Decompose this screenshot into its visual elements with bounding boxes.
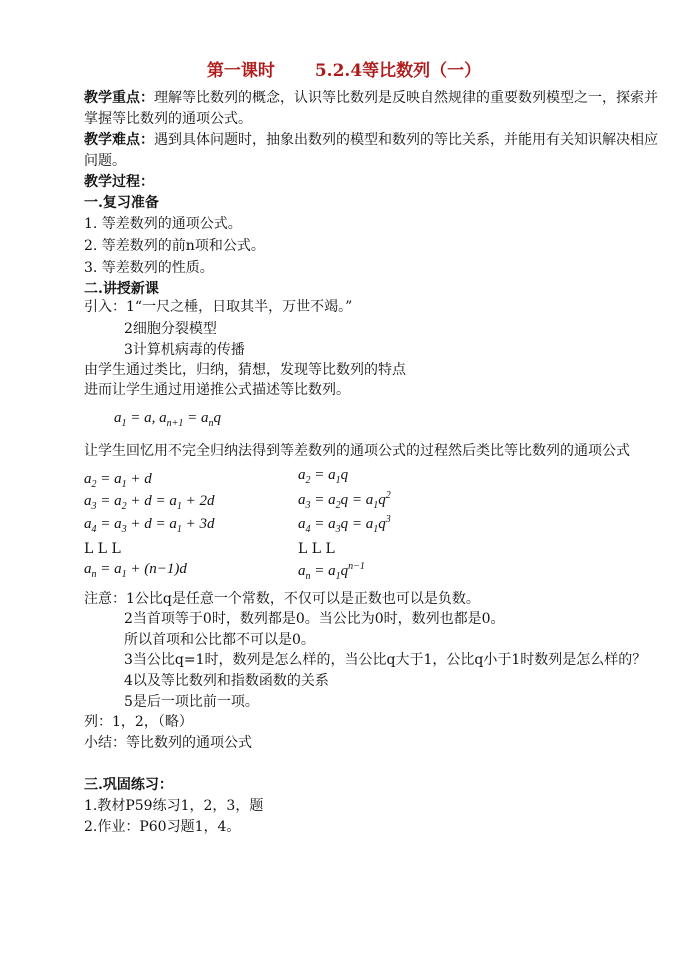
- section1-item: 3. 等差数列的性质。: [84, 260, 214, 276]
- key-points-label: 教学重点：: [84, 90, 154, 106]
- section3-heading: 三.巩固练习：: [84, 777, 173, 793]
- note-2: 2当首项等于0时，数列都是0。当公比为0时，数列也都是0。: [124, 611, 505, 627]
- arith-formula-1: $a_2 = a_1 + d$: [84, 471, 152, 490]
- section1-item: 2. 等差数列的前n项和公式。: [84, 238, 265, 254]
- section1-heading: 一.复习准备: [84, 195, 159, 211]
- recursion-line: 进而让学生通过用递推公式描述等比数列。: [84, 382, 350, 398]
- geo-general-formula: $a_n = a_1q^{n-1}$: [298, 561, 365, 582]
- summary-line: 小结：等比数列的通项公式: [84, 735, 252, 751]
- practice-item: 2.作业：P60习题1，4。: [84, 819, 241, 835]
- arith-ellipsis: L L L: [84, 541, 121, 557]
- title-lesson: 第一课时: [206, 61, 275, 81]
- key-points-text: 理解等比数列的概念，认识等比数列是反映自然规律的重要数列模型之一，探索并: [154, 90, 658, 106]
- note-5: 5是后一项比前一项。: [124, 694, 259, 710]
- title-topic: 5.2.4等比数列（一）: [314, 61, 482, 81]
- arith-formula-3: $a_4 = a_3 + d = a_1 + 3d$: [84, 516, 215, 535]
- difficulties-text: 遇到具体问题时，抽象出数列的模型和数列的等比关系，并能用有关知识解决相应: [154, 132, 658, 148]
- intro-line-2: 2细胞分裂模型: [124, 321, 217, 337]
- recursive-formula: $a_1 = a$, $a_{n+1} = a_nq$: [114, 410, 221, 429]
- document-title: [0, 56, 688, 81]
- section2-heading: 二.讲授新课: [84, 281, 159, 297]
- difficulties-line2: 问题。: [84, 153, 126, 169]
- key-points-line1: [84, 88, 658, 109]
- intro-line-3: 3计算机病毒的传播: [124, 342, 245, 358]
- difficulties-label: 教学难点：: [84, 132, 154, 148]
- section1-item: 1. 等差数列的通项公式。: [84, 216, 242, 232]
- geo-formula-2: $a_3 = a_2q = a_1q^2$: [298, 490, 391, 511]
- intro-line-1: 引入：1“一尺之棰，日取其半，万世不竭。”: [84, 299, 353, 315]
- geo-formula-1: $a_2 = a_1q$: [298, 467, 349, 486]
- induction-line: 让学生回忆用不完全归纳法得到等差数列的通项公式的过程然后类比等比数列的通项公式: [84, 443, 630, 459]
- note-3: 3当公比q=1时，数列是怎么样的，当公比q大于1，公比q小于1时数列是怎么样的？: [124, 652, 647, 668]
- note-2b: 所以首项和公比都不可以是0。: [124, 632, 315, 648]
- geo-ellipsis: L L L: [298, 541, 335, 557]
- difficulties-line1: [84, 130, 658, 151]
- process-label: 教学过程：: [84, 174, 154, 190]
- geo-formula-3: $a_4 = a_3q = a_1q^3$: [298, 514, 391, 535]
- arith-general-formula: $a_n = a_1 + (n-1)d$: [84, 561, 187, 580]
- key-points-line2: 掌握等比数列的通项公式。: [84, 111, 252, 127]
- arith-formula-2: $a_3 = a_2 + d = a_1 + 2d$: [84, 493, 215, 512]
- note-4: 4以及等比数列和指数函数的关系: [124, 673, 329, 689]
- analogy-line: 由学生通过类比，归纳，猜想，发现等比数列的特点: [84, 362, 406, 378]
- example-line: 列：1，2，（略）: [84, 714, 193, 730]
- practice-item: 1.教材P59练习1，2，3，题: [84, 798, 264, 814]
- note-1: 注意：1公比q是任意一个常数，不仅可以是正数也可以是负数。: [84, 591, 480, 607]
